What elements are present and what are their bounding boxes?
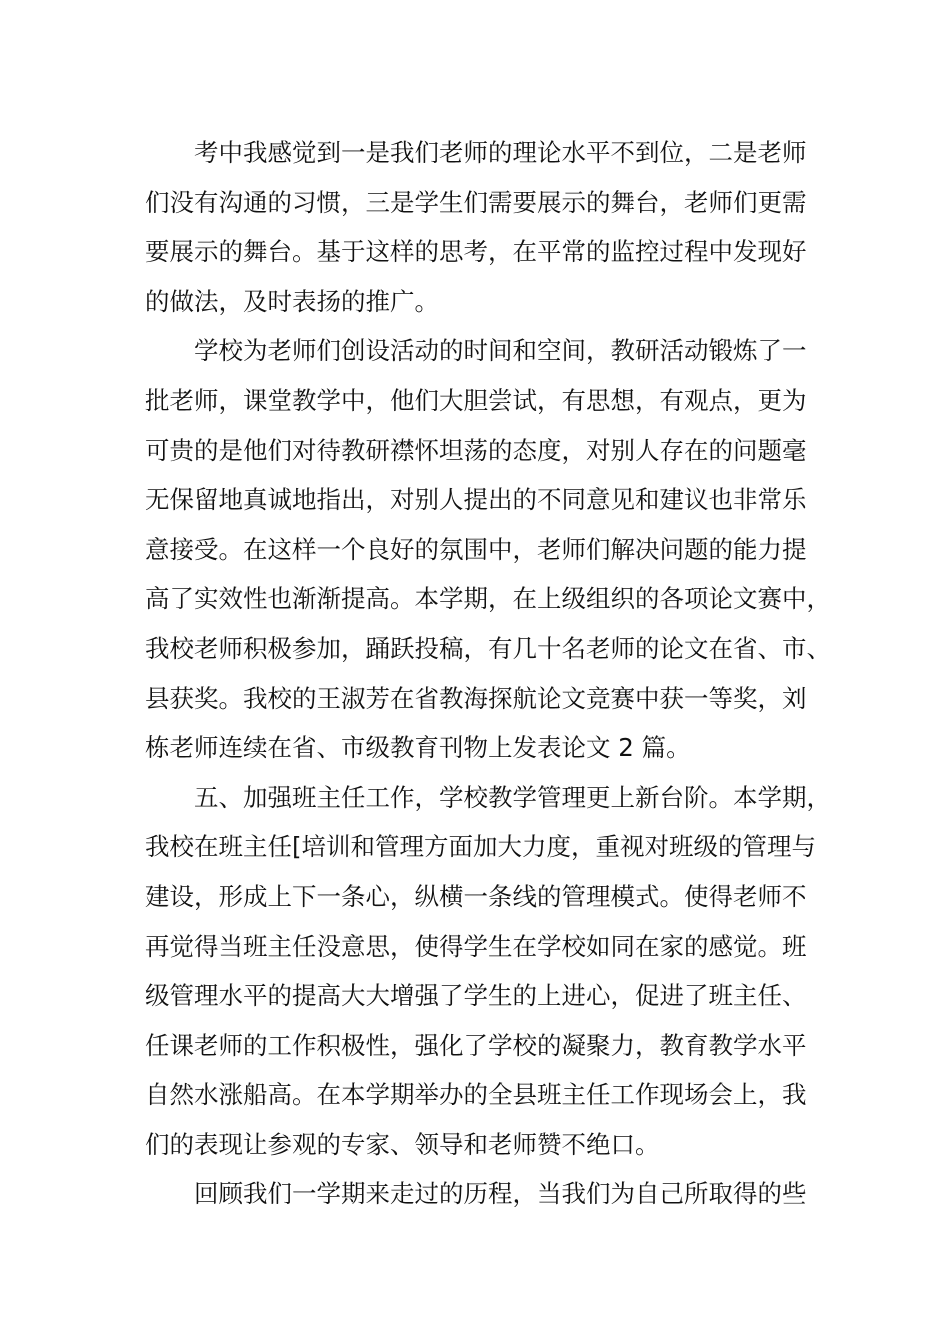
paragraph-3-line-8: 们的表现让参观的专家、领导和老师赞不绝口。 <box>145 1129 660 1159</box>
paragraph-1-line-2: 们没有沟通的习惯，三是学生们需要展示的舞台，老师们更需 <box>145 187 807 217</box>
paragraph-2-line-4: 无保留地真诚地指出，对别人提出的不同意见和建议也非常乐 <box>145 485 807 515</box>
paragraph-3-line-5: 级管理水平的提高大大增强了学生的上进心，促进了班主任、 <box>145 981 807 1011</box>
paragraph-3-line-6: 任课老师的工作积极性，强化了学校的凝聚力，教育教学水平 <box>145 1030 807 1060</box>
paragraph-3-line-4: 再觉得当班主任没意思，使得学生在学校如同在家的感觉。班 <box>145 931 807 961</box>
document-body <box>145 128 831 1219</box>
paragraph-2-line-6: 高了实效性也渐渐提高。本学期，在上级组织的各项论文赛中， <box>145 584 831 614</box>
paragraph-3-line-1: 五、加强班主任工作，学校教学管理更上新台阶。本学期， <box>194 782 831 812</box>
paragraph-2-line-2: 批老师，课堂教学中，他们大胆尝试，有思想，有观点，更为 <box>145 385 807 415</box>
paragraph-2-line-7: 我校老师积极参加，踊跃投稿，有几十名老师的论文在省、市、 <box>145 633 831 663</box>
paragraph-3-line-2: 我校在班主任[培训和管理方面加大力度，重视对班级的管理与 <box>145 832 817 862</box>
paragraph-3-line-7: 自然水涨船高。在本学期举办的全县班主任工作现场会上，我 <box>145 1080 807 1110</box>
paragraph-3-line-3: 建设，形成上下一条心，纵横一条线的管理模式。使得老师不 <box>145 881 807 911</box>
paragraph-2-line-5: 意接受。在这样一个良好的氛围中，老师们解决问题的能力提 <box>145 534 807 564</box>
paragraph-1-line-4: 的做法，及时表扬的推广。 <box>145 286 439 316</box>
paragraph-2-line-1: 学校为老师们创设活动的时间和空间，教研活动锻炼了一 <box>194 336 807 366</box>
paragraph-2-line-3: 可贵的是他们对待教研襟怀坦荡的态度，对别人存在的问题毫 <box>145 435 807 465</box>
paragraph-1-line-3: 要展示的舞台。基于这样的思考，在平常的监控过程中发现好 <box>145 237 807 267</box>
paragraph-2-line-9: 栋老师连续在省、市级教育刊物上发表论文 2 篇。 <box>145 733 691 763</box>
paragraph-2-line-8: 县获奖。我校的王淑芳在省教海探航论文竞赛中获一等奖，刘 <box>145 683 807 713</box>
paragraph-1-line-1: 考中我感觉到一是我们老师的理论水平不到位，二是老师 <box>194 138 807 167</box>
paragraph-4-line-1: 回顾我们一学期来走过的历程，当我们为自己所取得的些 <box>194 1179 807 1209</box>
